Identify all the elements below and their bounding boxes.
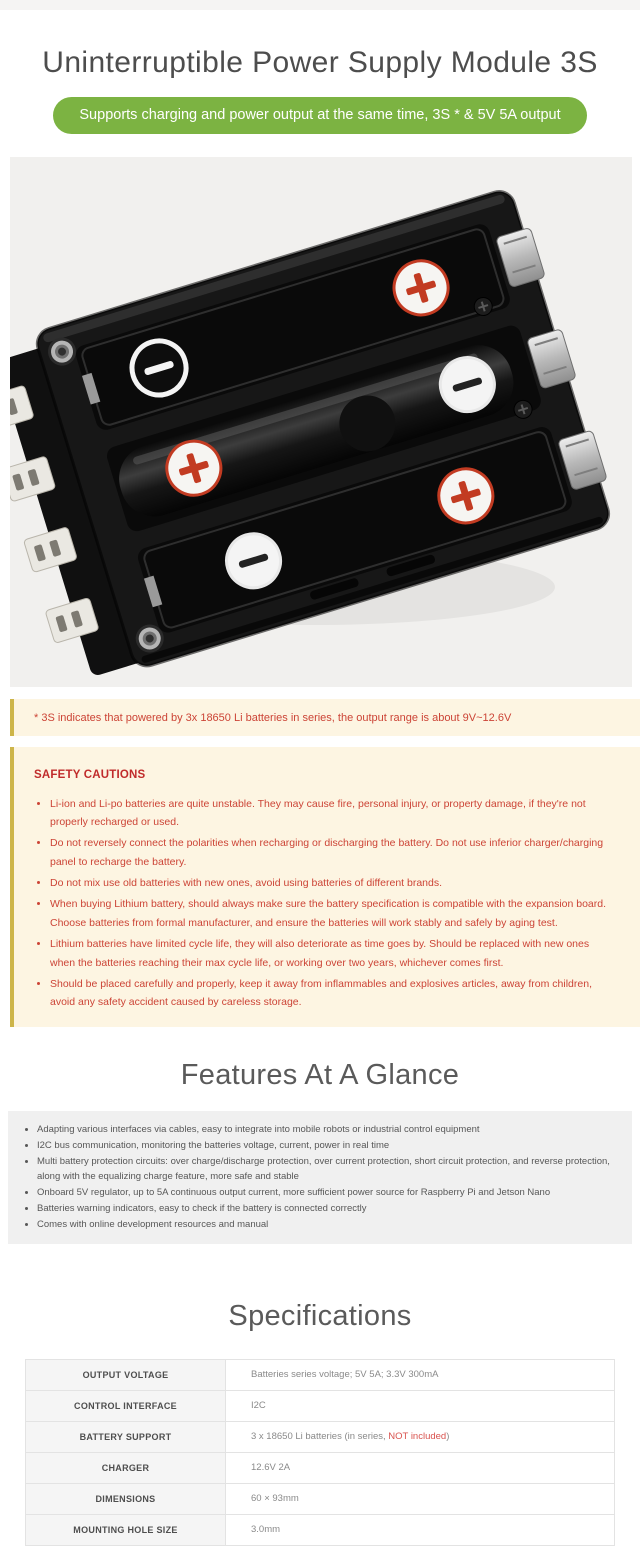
spec-value: I2C <box>226 1390 615 1421</box>
spec-label: BATTERY SUPPORT <box>26 1421 226 1452</box>
safety-cautions-list <box>34 795 620 1012</box>
spec-value: 3.0mm <box>226 1514 615 1545</box>
page-title: Uninterruptible Power Supply Module 3S <box>42 46 598 79</box>
spec-value <box>226 1421 615 1452</box>
spec-value: 12.6V 2A <box>226 1452 615 1483</box>
features-list <box>22 1122 620 1232</box>
spec-value-text: 3 x 18650 Li batteries (in series, <box>251 1431 389 1443</box>
safety-item: • Do not mix use old batteries with new ones, avoid using batteries of different brands. <box>50 874 614 892</box>
table-row <box>26 1452 615 1483</box>
table-row <box>26 1359 615 1390</box>
safety-item: • Lithium batteries have limited cycle life, they will also deteriorate as time goes by. Should be replaced with new ones when the batteries reaching their max cycle life, or working over two years, whichever comes first. <box>50 935 614 972</box>
spec-label: OUTPUT VOLTAGE <box>26 1359 226 1390</box>
table-row <box>26 1514 615 1545</box>
safety-cautions-heading: SAFETY CAUTIONS <box>34 768 146 781</box>
features-box <box>8 1111 632 1244</box>
spec-value: Batteries series voltage; 5V 5A; 3.3V 300mA <box>226 1359 615 1390</box>
note-text: * 3S indicates that powered by 3x 18650 Li batteries in series, the output range is about 9V~12.6V <box>34 711 512 724</box>
features-heading: Features At A Glance <box>180 1058 460 1091</box>
specifications-table <box>25 1359 615 1546</box>
safety-item: • Li-ion and Li-po batteries are quite unstable. They may cause fire, personal injury, or property damage, if they're not properly recharged or used. <box>50 795 614 832</box>
spec-value: 60 × 93mm <box>226 1483 615 1514</box>
specifications-heading: Specifications <box>228 1299 412 1332</box>
feature-item: • I2C bus communication, monitoring the batteries voltage, current, power in real time <box>37 1138 620 1153</box>
safety-item: • Should be placed carefully and properly, keep it away from inflammables and explosives articles, away from children, avoid any safety accident caused by careless storage. <box>50 975 614 1012</box>
spec-label: MOUNTING HOLE SIZE <box>26 1514 226 1545</box>
safety-item: • Do not reversely connect the polarities when recharging or discharging the battery. Do not use inferior charger/charging panel to recharge the battery. <box>50 834 614 871</box>
spec-label: DIMENSIONS <box>26 1483 226 1514</box>
battery-holder-illustration <box>10 157 632 687</box>
feature-item: • Comes with online development resources and manual <box>37 1217 620 1232</box>
banner-row <box>0 97 640 134</box>
note-box <box>10 699 640 736</box>
product-photo <box>10 157 632 687</box>
feature-banner: Supports charging and power output at the same time, 3S * & 5V 5A output <box>53 97 586 134</box>
spec-label: CONTROL INTERFACE <box>26 1390 226 1421</box>
table-row <box>26 1390 615 1421</box>
page-top-strip <box>0 0 640 10</box>
spec-value-highlight: NOT included <box>388 1431 447 1443</box>
safety-cautions-box <box>10 747 640 1027</box>
spec-label: CHARGER <box>26 1452 226 1483</box>
safety-item: • When buying Lithium battery, should always make sure the battery specification is compatible with the expansion board. Choose batteries from formal manufacturer, and ensure the batteries will work stably and safely by aging test. <box>50 895 614 932</box>
feature-item: • Batteries warning indicators, easy to check if the battery is connected correctly <box>37 1201 620 1216</box>
feature-item: • Adapting various interfaces via cables, easy to integrate into mobile robots or industrial control equipment <box>37 1122 620 1137</box>
spec-value-text: ) <box>446 1431 450 1443</box>
feature-item: • Multi battery protection circuits: over charge/discharge protection, over current protection, short circuit protection, and reverse protection, along with the equalizing charge feature, more safe and stable <box>37 1154 620 1184</box>
table-row <box>26 1483 615 1514</box>
table-row <box>26 1421 615 1452</box>
feature-item: • Onboard 5V regulator, up to 5A continuous output current, more sufficient power source for Raspberry Pi and Jetson Nano <box>37 1185 620 1200</box>
